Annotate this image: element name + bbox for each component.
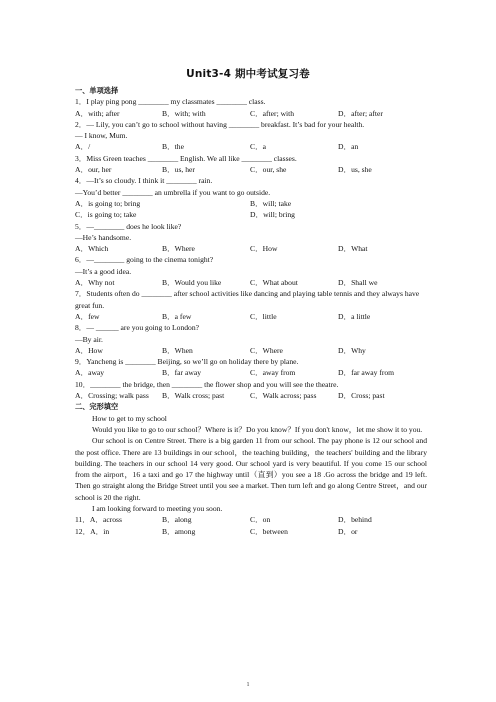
question-stem-reply: — I know, Mum. — [75, 131, 128, 141]
passage-paragraph: Would you like to go to our school？Where is it？Do you know？If you don't know，let me show it to you. — [92, 424, 423, 434]
question-stem: 2．— Lily, you can’t go to school without having ________ breakfast. It’s bad for your health. — [75, 119, 365, 129]
option-c: C．away from — [250, 368, 296, 378]
question-stem: 9．Yancheng is ________ Beijing, so we’ll go on holiday there by plane. — [75, 357, 299, 367]
option-a: A．Which — [75, 244, 109, 254]
question-stem-reply: —By air. — [75, 334, 103, 344]
option-c: C．little — [250, 311, 277, 321]
option-c: C．What about — [250, 278, 298, 288]
options-row — [75, 514, 427, 525]
question-stem: 4．—It’s so cloudy. I think it ________ rain. — [75, 176, 213, 186]
option-a: A．our, her — [75, 165, 112, 175]
question-stem: 8．— ______ are you going to London? — [75, 323, 200, 333]
option-a: 12．A．in — [75, 526, 110, 536]
option-c: C．between — [250, 526, 288, 536]
option-c: C．Walk across; pass — [250, 391, 317, 401]
option-c: C．a — [250, 142, 267, 152]
option-a: A．is going to; bring — [75, 198, 141, 208]
option-d: D．us, she — [338, 165, 372, 175]
options-row — [75, 526, 427, 537]
page-number: 1 — [246, 682, 250, 688]
option-a: A．/ — [75, 142, 91, 152]
exam-content — [75, 85, 427, 537]
option-a: A．few — [75, 311, 100, 321]
options-row — [75, 209, 427, 220]
option-b: B．Walk cross; past — [162, 391, 225, 401]
question-stem: 10．________ the bridge, then ________ the flower shop and you will see the theatre. — [75, 379, 339, 389]
option-c: C．after; with — [250, 108, 295, 118]
option-a: A．How — [75, 345, 103, 355]
option-b: B．Would you like — [162, 278, 222, 288]
options-row — [75, 345, 427, 356]
option-a: A．Crossing; walk pass — [75, 391, 149, 401]
option-c: C．our, she — [250, 165, 287, 175]
option-d: D．an — [338, 142, 359, 152]
options-row — [75, 164, 427, 175]
option-d: D．Why — [338, 345, 366, 355]
option-d: D．far away from — [338, 368, 395, 378]
question-stem: 3．Miss Green teaches ________ English. We all like ________ classes. — [75, 153, 297, 163]
passage-title: How to get to my school — [92, 413, 167, 423]
options-row — [75, 311, 427, 322]
option-d: D．Cross; past — [338, 391, 385, 401]
option-a: A．Why not — [75, 278, 115, 288]
passage-paragraph: Our school is on Centre Street. There is a big garden 11 from our school. The pay phone is 12 our school and the post office. There are 13 buildings in our school，the teaching building，the teachers' building and the library building. The teachers in our school 14 very good. Our school yard is very beautiful. If you come 15 our school from the airport，16 a taxi and go 17 the highway until（直到）you see a 18 .Go across the bridge and 19 left. Then go straight along the Bridge Street until you see a market. Then turn left and go along Centre Street，and our school is 20 the right. — [75, 436, 427, 502]
option-c: C．on — [250, 515, 271, 525]
option-d: D．a little — [338, 311, 371, 321]
option-d: D．behind — [338, 515, 372, 525]
question-stem: 5．—________ does he look like? — [75, 221, 182, 231]
option-c: C．Where — [250, 345, 283, 355]
question-stem: 7．Students often do ________ after school activities like dancing and playing table tennis and they always have great fun. — [75, 289, 420, 310]
option-d: D．will; bring — [250, 210, 295, 220]
options-row — [75, 198, 427, 209]
options-row — [75, 277, 427, 288]
option-b: B．a few — [162, 311, 192, 321]
option-b: B．among — [162, 526, 196, 536]
option-b: B．along — [162, 515, 192, 525]
option-b: B．far away — [162, 368, 202, 378]
passage-paragraph: I am looking forward to meeting you soon. — [92, 503, 223, 513]
option-b: B．with; with — [162, 108, 206, 118]
option-c: C．How — [250, 244, 278, 254]
option-d: D．What — [338, 244, 368, 254]
option-a: A．with; after — [75, 108, 120, 118]
option-a: A．away — [75, 368, 105, 378]
option-b: B．When — [162, 345, 193, 355]
option-b: B．will; take — [250, 198, 292, 208]
options-row — [75, 141, 427, 152]
options-row — [75, 390, 427, 401]
question-stem: 6．—________ going to the cinema tonight? — [75, 255, 214, 265]
option-d: D．Shall we — [338, 278, 378, 288]
option-c: C．is going to; take — [75, 210, 137, 220]
options-row — [75, 108, 427, 119]
question-stem-reply: —It’s a good idea. — [75, 266, 132, 276]
option-d: D．or — [338, 526, 358, 536]
option-d: D．after; after — [338, 108, 383, 118]
option-b: B．the — [162, 142, 184, 152]
question-stem-reply: —You’d better ________ an umbrella if you want to go outside. — [75, 187, 271, 197]
option-b: B．us, her — [162, 165, 195, 175]
option-a: 11．A．across — [75, 515, 122, 525]
options-row — [75, 367, 427, 378]
question-stem-reply: —He’s handsome. — [75, 232, 132, 242]
section-heading: 一、单项选择 — [75, 86, 119, 95]
option-b: B．Where — [162, 244, 195, 254]
section-heading: 二、完形填空 — [75, 402, 119, 412]
question-stem: 1．I play ping pong ________ my classmates ________ class. — [75, 97, 266, 107]
options-row — [75, 243, 427, 254]
page-title: Unit3-4 期中考试复习卷 — [186, 68, 310, 80]
